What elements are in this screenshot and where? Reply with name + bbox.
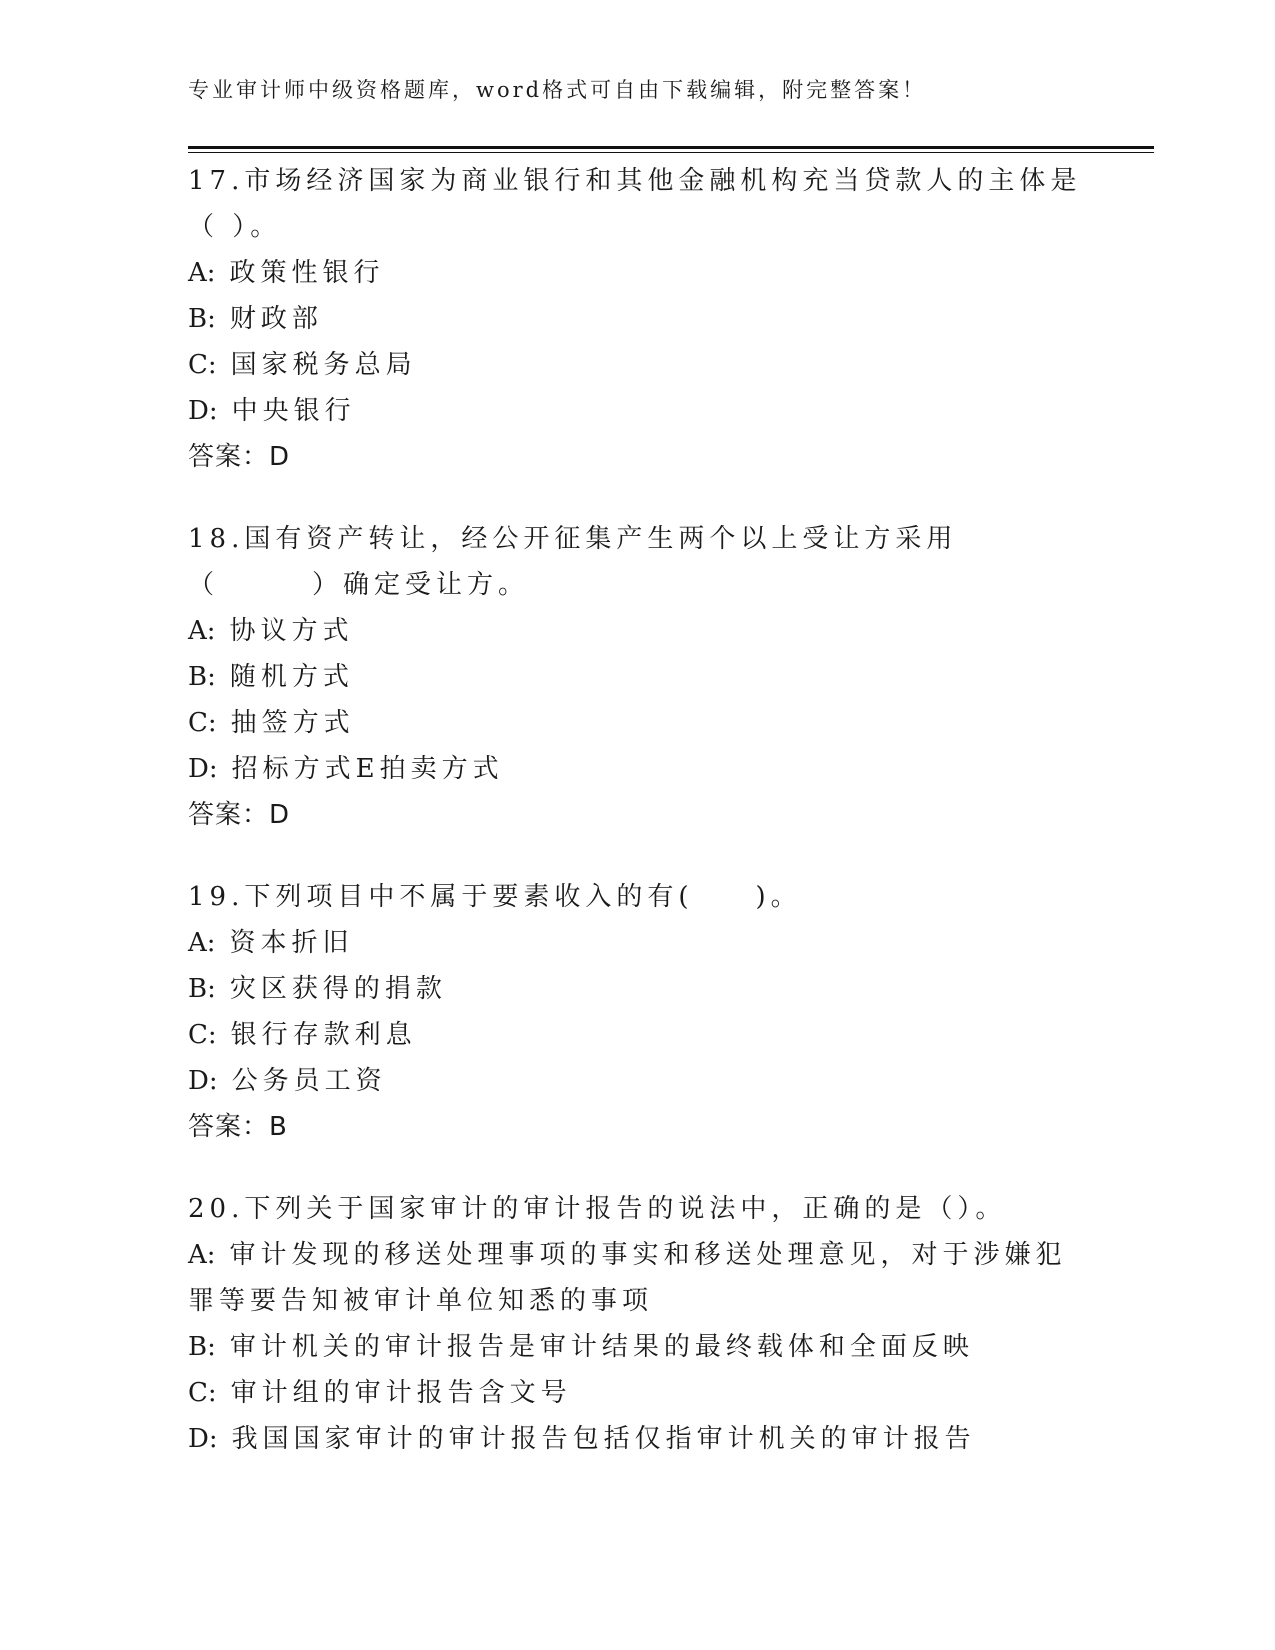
question-text: 20.下列关于国家审计的审计报告的说法中，正确的是（）。 bbox=[188, 1194, 1007, 1224]
option-text: 我国国家审计的审计报告包括仅指审计机关的审计报告 bbox=[231, 1424, 976, 1454]
question-18 bbox=[188, 516, 1088, 838]
option-letter: A: bbox=[188, 1240, 216, 1270]
header-rule-thick bbox=[188, 146, 1154, 149]
option-d bbox=[188, 746, 1088, 792]
option-b bbox=[188, 966, 1088, 1012]
option-text: 灾区获得的捐款 bbox=[229, 974, 447, 1004]
answer: 答案：D bbox=[188, 442, 291, 472]
option-letter: A: bbox=[188, 616, 216, 646]
option-letter: C: bbox=[188, 708, 217, 738]
option-text: 抽签方式 bbox=[230, 708, 355, 738]
page-header: 专业审计师中级资格题库，word格式可自由下载编辑，附完整答案！ bbox=[188, 78, 927, 102]
option-b bbox=[188, 1324, 1088, 1370]
option-c bbox=[188, 1012, 1088, 1058]
option-a bbox=[188, 1232, 1088, 1324]
option-letter: D: bbox=[188, 1424, 218, 1454]
option-text: 公务员工资 bbox=[231, 1066, 387, 1096]
option-a bbox=[188, 920, 1088, 966]
option-text: 国家税务总局 bbox=[230, 350, 417, 380]
option-letter: C: bbox=[188, 1020, 217, 1050]
question-text: 17.市场经济国家为商业银行和其他金融机构充当贷款人的主体是（ ）。 bbox=[188, 166, 1082, 242]
option-text: 审计发现的移送处理事项的事实和移送处理意见，对于涉嫌犯罪等要告知被审计单位知悉的事项 bbox=[188, 1240, 1067, 1316]
option-c bbox=[188, 700, 1088, 746]
question-19 bbox=[188, 874, 1088, 1150]
question-list bbox=[188, 158, 1088, 1498]
option-a bbox=[188, 608, 1088, 654]
header-rule-thin bbox=[188, 152, 1154, 153]
option-letter: B: bbox=[188, 1332, 216, 1362]
option-b bbox=[188, 296, 1088, 342]
option-letter: B: bbox=[188, 304, 216, 334]
option-letter: D: bbox=[188, 396, 218, 426]
answer: 答案：D bbox=[188, 800, 291, 830]
option-text: 资本折旧 bbox=[229, 928, 354, 958]
answer: 答案：B bbox=[188, 1112, 288, 1142]
question-text: 19.下列项目中不属于要素收入的有( )。 bbox=[188, 882, 802, 912]
question-text: 18.国有资产转让，经公开征集产生两个以上受让方采用（ ）确定受让方。 bbox=[188, 524, 958, 600]
option-d bbox=[188, 388, 1088, 434]
option-d bbox=[188, 1058, 1088, 1104]
option-c bbox=[188, 1370, 1088, 1416]
option-letter: C: bbox=[188, 1378, 217, 1408]
option-text: 财政部 bbox=[229, 304, 323, 334]
option-text: 审计组的审计报告含文号 bbox=[230, 1378, 572, 1408]
option-text: 银行存款利息 bbox=[230, 1020, 417, 1050]
option-letter: C: bbox=[188, 350, 217, 380]
option-letter: A: bbox=[188, 258, 216, 288]
question-17 bbox=[188, 158, 1088, 480]
option-a bbox=[188, 250, 1088, 296]
option-text: 审计机关的审计报告是审计结果的最终载体和全面反映 bbox=[229, 1332, 974, 1362]
option-letter: A: bbox=[188, 928, 216, 958]
option-letter: B: bbox=[188, 974, 216, 1004]
option-letter: B: bbox=[188, 662, 216, 692]
option-text: 政策性银行 bbox=[229, 258, 385, 288]
option-c bbox=[188, 342, 1088, 388]
option-text: 协议方式 bbox=[229, 616, 354, 646]
option-text: 中央银行 bbox=[231, 396, 356, 426]
option-letter: D: bbox=[188, 754, 218, 784]
option-letter: D: bbox=[188, 1066, 218, 1096]
option-b bbox=[188, 654, 1088, 700]
option-d bbox=[188, 1416, 1088, 1462]
question-20 bbox=[188, 1186, 1088, 1462]
option-text: 随机方式 bbox=[229, 662, 354, 692]
option-text: 招标方式E拍卖方式 bbox=[231, 754, 504, 784]
